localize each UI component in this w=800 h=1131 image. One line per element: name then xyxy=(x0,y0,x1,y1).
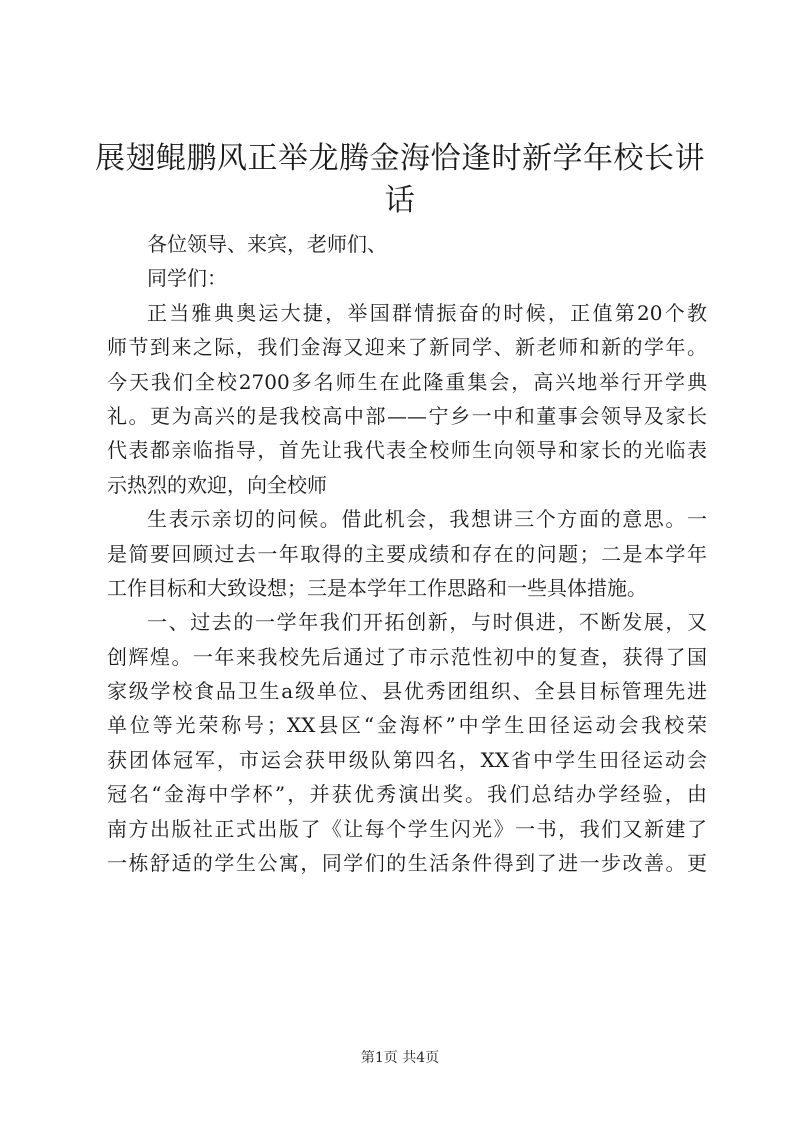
paragraph-line: 今天我们全校2700多名师生在此隆重集会，高兴地举行开学典 xyxy=(107,369,707,394)
title-line-1: 展翅鲲鹏风正举龙腾金海恰逢时新学年校长讲 xyxy=(95,141,705,176)
paragraph-line: 南方出版社正式出版了《让每个学生闪光》一书，我们又新建了 xyxy=(107,816,707,841)
paragraph-line: 正当雅典奥运大捷，举国群情振奋的时候，正值第20个教 xyxy=(147,300,707,325)
salutation-line: 同学们： xyxy=(147,266,227,291)
title-line-2: 话 xyxy=(384,183,416,218)
paragraph-line: 创辉煌。一年来我校先后通过了市示范性初中的复查，获得了国 xyxy=(107,644,707,669)
page-footer xyxy=(0,1048,800,1068)
paragraph-line: 是简要回顾过去一年取得的主要成绩和存在的问题；二是本学年 xyxy=(107,541,707,566)
document-title xyxy=(95,138,705,222)
paragraph-line: 冠名“金海中学杯”，并获优秀演出奖。我们总结办学经验，由 xyxy=(107,782,707,807)
paragraph-line: 一栋舒适的学生公寓，同学们的生活条件得到了进一步改善。更 xyxy=(107,851,707,876)
paragraph-line: 一、过去的一学年我们开拓创新，与时俱进，不断发展，又 xyxy=(147,610,707,635)
document-body xyxy=(107,227,707,880)
paragraph-line: 单位等光荣称号；XX县区“金海杯”中学生田径运动会我校荣 xyxy=(107,713,707,738)
page-number: 第1页 共4页 xyxy=(360,1050,440,1066)
paragraph-line: 代表都亲临指导，首先让我代表全校师生向领导和家长的光临表 xyxy=(107,438,707,463)
paragraph-line: 礼。更为高兴的是我校高中部——宁乡一中和董事会领导及家长 xyxy=(107,403,707,428)
paragraph-line: 家级学校食品卫生a级单位、县优秀团组织、全县目标管理先进 xyxy=(107,679,707,704)
paragraph-line: 获团体冠军，市运会获甲级队第四名，XX省中学生田径运动会 xyxy=(107,747,707,772)
paragraph-line: 师节到来之际，我们金海又迎来了新同学、新老师和新的学年。 xyxy=(107,335,707,360)
paragraph-line: 生表示亲切的问候。借此机会，我想讲三个方面的意思。一 xyxy=(147,507,707,532)
salutation-line: 各位领导、来宾，老师们、 xyxy=(147,232,387,256)
paragraph-line: 示热烈的欢迎，向全校师 xyxy=(107,472,327,497)
paragraph-line: 工作目标和大致设想；三是本学年工作思路和一些具体措施。 xyxy=(107,575,647,600)
